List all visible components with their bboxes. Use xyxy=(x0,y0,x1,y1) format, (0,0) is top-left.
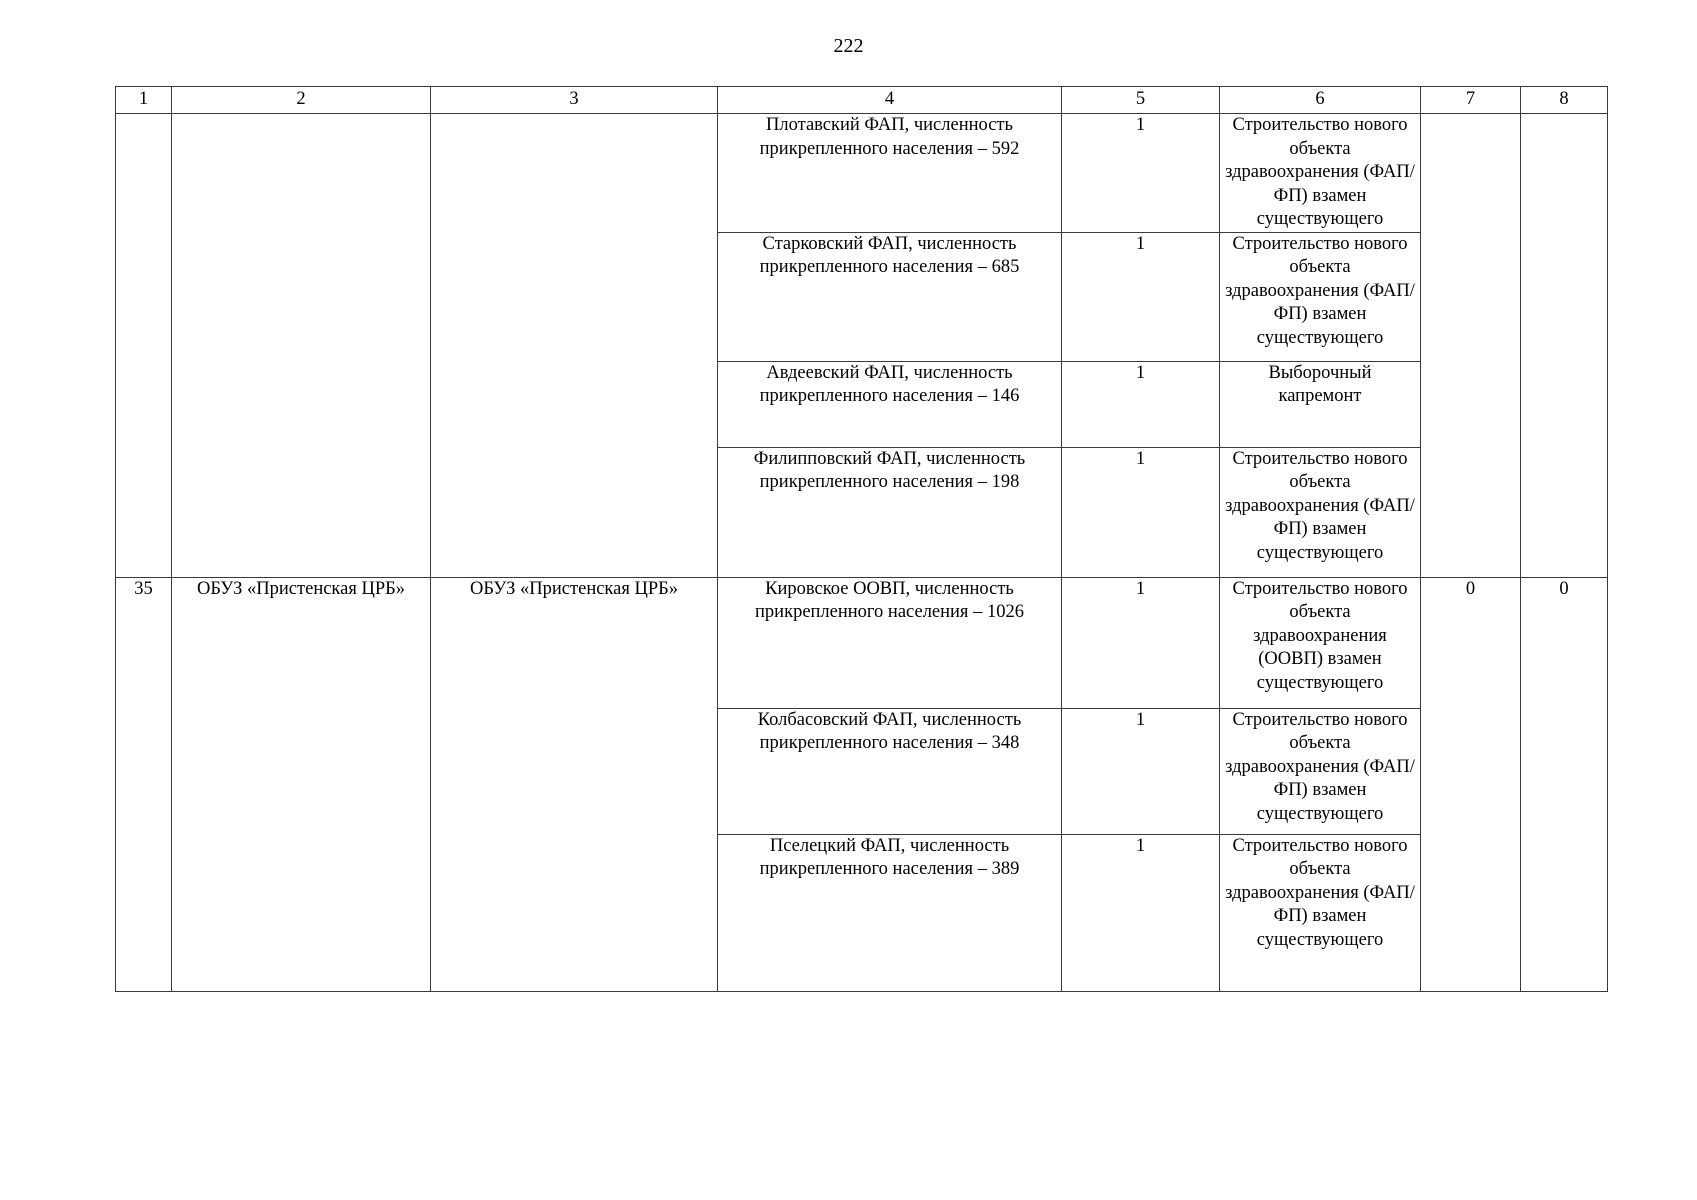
count-cell: 1 xyxy=(1062,834,1220,991)
row-number-cell: 35 xyxy=(116,577,172,991)
facility-cell: Пселецкий ФАП, численность прикрепленного населения – 389 xyxy=(718,834,1062,991)
count-cell: 1 xyxy=(1062,114,1220,233)
col7-value-cell: 0 xyxy=(1421,577,1521,991)
col8-value-cell: 0 xyxy=(1521,577,1608,991)
column-header-5: 5 xyxy=(1062,87,1220,114)
column-header-6: 6 xyxy=(1220,87,1421,114)
continued-org-cell xyxy=(172,114,431,578)
continued-num-cell xyxy=(116,114,172,578)
table-row xyxy=(116,577,1608,708)
facility-cell: Авдеевский ФАП, численность прикрепленного населения – 146 xyxy=(718,361,1062,447)
column-number-header-row xyxy=(116,87,1608,114)
continued-col8-cell xyxy=(1521,114,1608,578)
facility-cell: Кировское ООВП, численность прикрепленного населения – 1026 xyxy=(718,577,1062,708)
action-cell: Выборочный капремонт xyxy=(1220,361,1421,447)
count-cell: 1 xyxy=(1062,232,1220,361)
column-header-3: 3 xyxy=(431,87,718,114)
action-cell: Строительство нового объекта здравоохранения (ФАП/ФП) взамен существующего xyxy=(1220,114,1421,233)
column-header-7: 7 xyxy=(1421,87,1521,114)
action-cell: Строительство нового объекта здравоохранения (ФАП/ФП) взамен существующего xyxy=(1220,834,1421,991)
facility-cell: Филипповский ФАП, численность прикрепленного населения – 198 xyxy=(718,447,1062,577)
action-cell: Строительство нового объекта здравоохранения (ФАП/ФП) взамен существующего xyxy=(1220,447,1421,577)
action-cell: Строительство нового объекта здравоохранения (ФАП/ФП) взамен существующего xyxy=(1220,232,1421,361)
facility-cell: Старковский ФАП, численность прикрепленного населения – 685 xyxy=(718,232,1062,361)
facilities-table xyxy=(115,86,1608,992)
organization-cell: ОБУЗ «Пристенская ЦРБ» xyxy=(172,577,431,991)
continued-col7-cell xyxy=(1421,114,1521,578)
continued-org2-cell xyxy=(431,114,718,578)
action-cell: Строительство нового объекта здравоохранения (ООВП) взамен существующего xyxy=(1220,577,1421,708)
count-cell: 1 xyxy=(1062,361,1220,447)
table-row xyxy=(116,114,1608,233)
column-header-4: 4 xyxy=(718,87,1062,114)
column-header-2: 2 xyxy=(172,87,431,114)
facility-cell: Плотавский ФАП, численность прикрепленного населения – 592 xyxy=(718,114,1062,233)
count-cell: 1 xyxy=(1062,447,1220,577)
page-number: 222 xyxy=(833,35,864,57)
count-cell: 1 xyxy=(1062,708,1220,834)
organization2-cell: ОБУЗ «Пристенская ЦРБ» xyxy=(431,577,718,991)
facility-cell: Колбасовский ФАП, численность прикрепленного населения – 348 xyxy=(718,708,1062,834)
column-header-1: 1 xyxy=(116,87,172,114)
action-cell: Строительство нового объекта здравоохранения (ФАП/ФП) взамен существующего xyxy=(1220,708,1421,834)
column-header-8: 8 xyxy=(1521,87,1608,114)
count-cell: 1 xyxy=(1062,577,1220,708)
